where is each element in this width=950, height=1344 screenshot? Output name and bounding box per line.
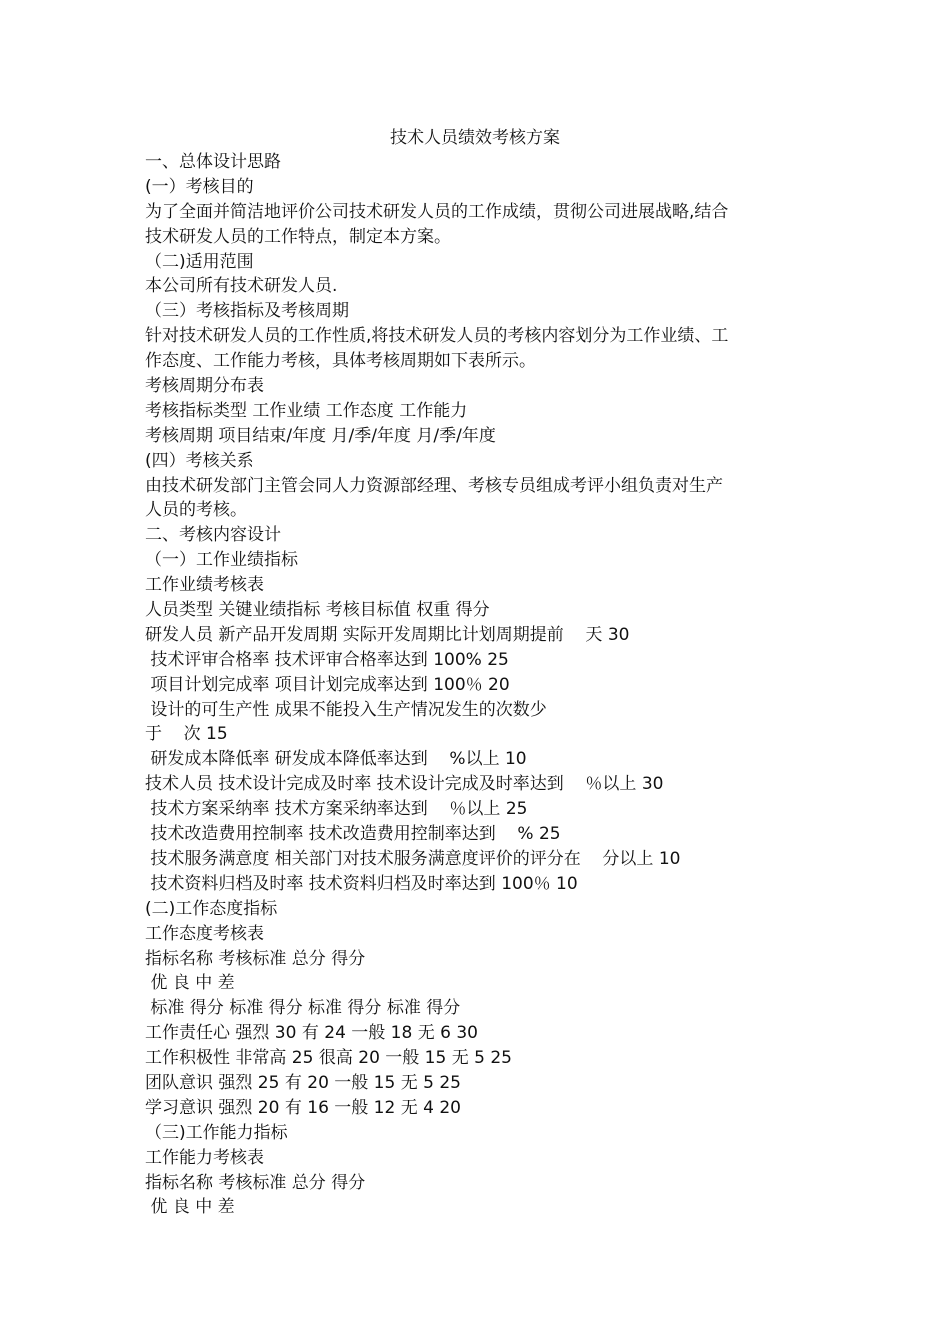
text-line: 为了全面并简洁地评价公司技术研发人员的工作成绩，贯彻公司进展战略,结合 — [145, 201, 729, 222]
text-line: 人员的考核。 — [145, 500, 247, 521]
text-line: 技术人员 技术设计完成及时率 技术设计完成及时率达到 ％以上 30 — [145, 774, 664, 795]
document-title: 技术人员绩效考核方案 — [390, 128, 560, 148]
text-line: 指标名称 考核标准 总分 得分 — [145, 1172, 366, 1193]
text-line: （三）考核指标及考核周期 — [145, 301, 349, 322]
text-line: 学习意识 强烈 20 有 16 一般 12 无 4 20 — [145, 1097, 461, 1118]
text-line: 考核周期分布表 — [145, 376, 264, 397]
text-line: 人员类型 关键业绩指标 考核目标值 权重 得分 — [145, 600, 490, 621]
text-line: 优 良 中 差 — [145, 1197, 235, 1218]
text-line: 由技术研发部门主管会同人力资源部经理、考核专员组成考评小组负责对生产 — [145, 475, 723, 496]
text-line: 工作责任心 强烈 30 有 24 一般 18 无 6 30 — [145, 1023, 478, 1044]
text-line: （一）工作业绩指标 — [145, 550, 298, 571]
text-line: 技术评审合格率 技术评审合格率达到 100% 25 — [145, 649, 509, 670]
text-line: 考核周期 项目结束/年度 月/季/年度 月/季/年度 — [145, 425, 496, 446]
text-line: 技术研发人员的工作特点，制定本方案。 — [145, 226, 451, 247]
text-line: 一、总体设计思路 — [145, 152, 281, 172]
text-line: 工作态度考核表 — [145, 923, 264, 944]
text-line: 二、考核内容设计 — [145, 525, 281, 546]
text-line: 作态度、工作能力考核，具体考核周期如下表所示。 — [145, 351, 536, 372]
text-line: 技术服务满意度 相关部门对技术服务满意度评价的评分在 分以上 10 — [145, 848, 681, 869]
text-line: 研发成本降低率 研发成本降低率达到 %以上 10 — [145, 749, 527, 770]
text-line: 优 良 中 差 — [145, 973, 235, 994]
text-line: （二)适用范围 — [145, 251, 254, 272]
document-body — [145, 150, 815, 1220]
text-line: 指标名称 考核标准 总分 得分 — [145, 948, 366, 969]
text-line: 工作积极性 非常高 25 很高 20 一般 15 无 5 25 — [145, 1048, 512, 1069]
text-line: （三)工作能力指标 — [145, 1122, 288, 1143]
text-line: (四）考核关系 — [145, 450, 254, 471]
text-line: 考核指标类型 工作业绩 工作态度 工作能力 — [145, 400, 468, 421]
text-line: 团队意识 强烈 25 有 20 一般 15 无 5 25 — [145, 1072, 461, 1093]
text-line: 研发人员 新产品开发周期 实际开发周期比计划周期提前 天 30 — [145, 624, 630, 645]
text-line: (一）考核目的 — [145, 176, 254, 197]
text-line: 于 次 15 — [145, 724, 228, 745]
text-line: 标准 得分 标准 得分 标准 得分 标准 得分 — [145, 998, 461, 1019]
text-line: 项目计划完成率 项目计划完成率达到 100％ 20 — [145, 674, 510, 695]
text-line: 工作业绩考核表 — [145, 575, 264, 596]
text-line: (二)工作态度指标 — [145, 898, 278, 919]
text-line: 技术改造费用控制率 技术改造费用控制率达到 % 25 — [145, 824, 561, 845]
text-line: 工作能力考核表 — [145, 1147, 264, 1168]
text-line: 技术方案采纳率 技术方案采纳率达到 ％以上 25 — [145, 799, 528, 820]
text-line: 设计的可生产性 成果不能投入生产情况发生的次数少 — [145, 699, 547, 720]
text-line: 针对技术研发人员的工作性质,将技术研发人员的考核内容划分为工作业绩、工 — [145, 326, 729, 347]
text-line: 技术资料归档及时率 技术资料归档及时率达到 100％ 10 — [145, 873, 578, 894]
text-line: 本公司所有技术研发人员. — [145, 276, 338, 297]
